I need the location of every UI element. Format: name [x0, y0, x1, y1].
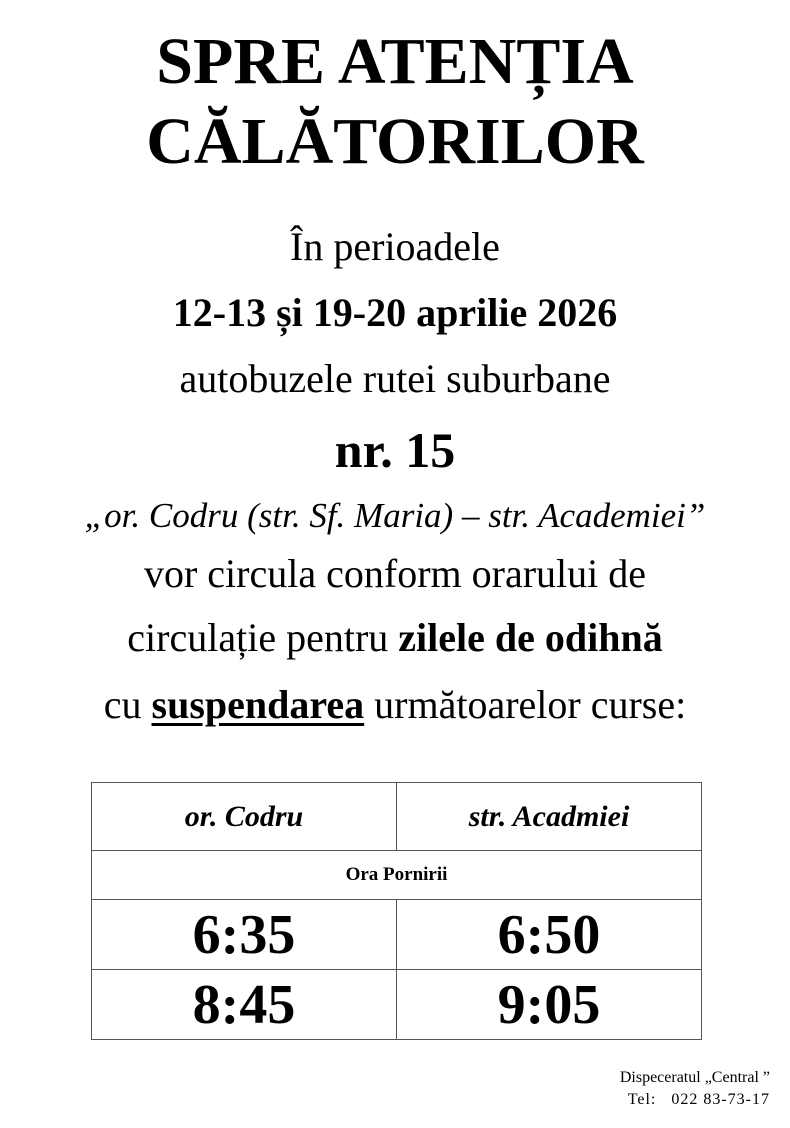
notice-title-line2: CĂLĂTORILOR: [146, 105, 644, 178]
notice-title-line1: SPRE ATENȚIA: [156, 25, 634, 98]
schedule-line-b: [0, 613, 790, 663]
suspended-trips-table: [91, 782, 702, 1040]
departure-time-cell: 6:35: [92, 900, 397, 970]
table-row: [92, 970, 702, 1040]
schedule-line-c-prefix: cu: [103, 682, 152, 727]
rest-days-text: zilele de odihnă: [398, 615, 663, 660]
table-subheader-row: [92, 851, 702, 900]
departure-time-cell: 6:50: [397, 900, 702, 970]
schedule-line-b-prefix: circulație pentru: [127, 615, 399, 660]
phone-line: [370, 1090, 770, 1110]
phone-label: Tel:: [627, 1091, 657, 1108]
buses-text: autobuzele rutei suburbane: [179, 356, 611, 401]
route-name: „or. Codru (str. Sf. Maria) – str. Academiei”: [84, 496, 706, 535]
dates-text: 12-13 și 19-20 aprilie 2026: [172, 290, 618, 335]
table-header-row: [92, 783, 702, 851]
suspension-text: suspendarea: [151, 682, 365, 727]
column-header-codru: or. Codru: [92, 783, 397, 851]
table-row: [92, 900, 702, 970]
phone-number: 022 83-73-17: [671, 1091, 770, 1108]
intro-text: În perioadele: [290, 224, 500, 269]
departure-time-cell: 8:45: [92, 970, 397, 1040]
schedule-line-c-suffix: următoarelor curse:: [364, 682, 687, 727]
route-number: nr. 15: [334, 422, 456, 478]
column-header-academiei: str. Acadmiei: [397, 783, 702, 851]
departure-time-label: Ora Pornirii: [92, 851, 702, 900]
dispatcher-name: Dispeceratul „Central ”: [619, 1069, 770, 1086]
departure-time-cell: 9:05: [397, 970, 702, 1040]
schedule-line-a: vor circula conform orarului de: [143, 551, 646, 596]
schedule-line-c: [0, 680, 790, 730]
